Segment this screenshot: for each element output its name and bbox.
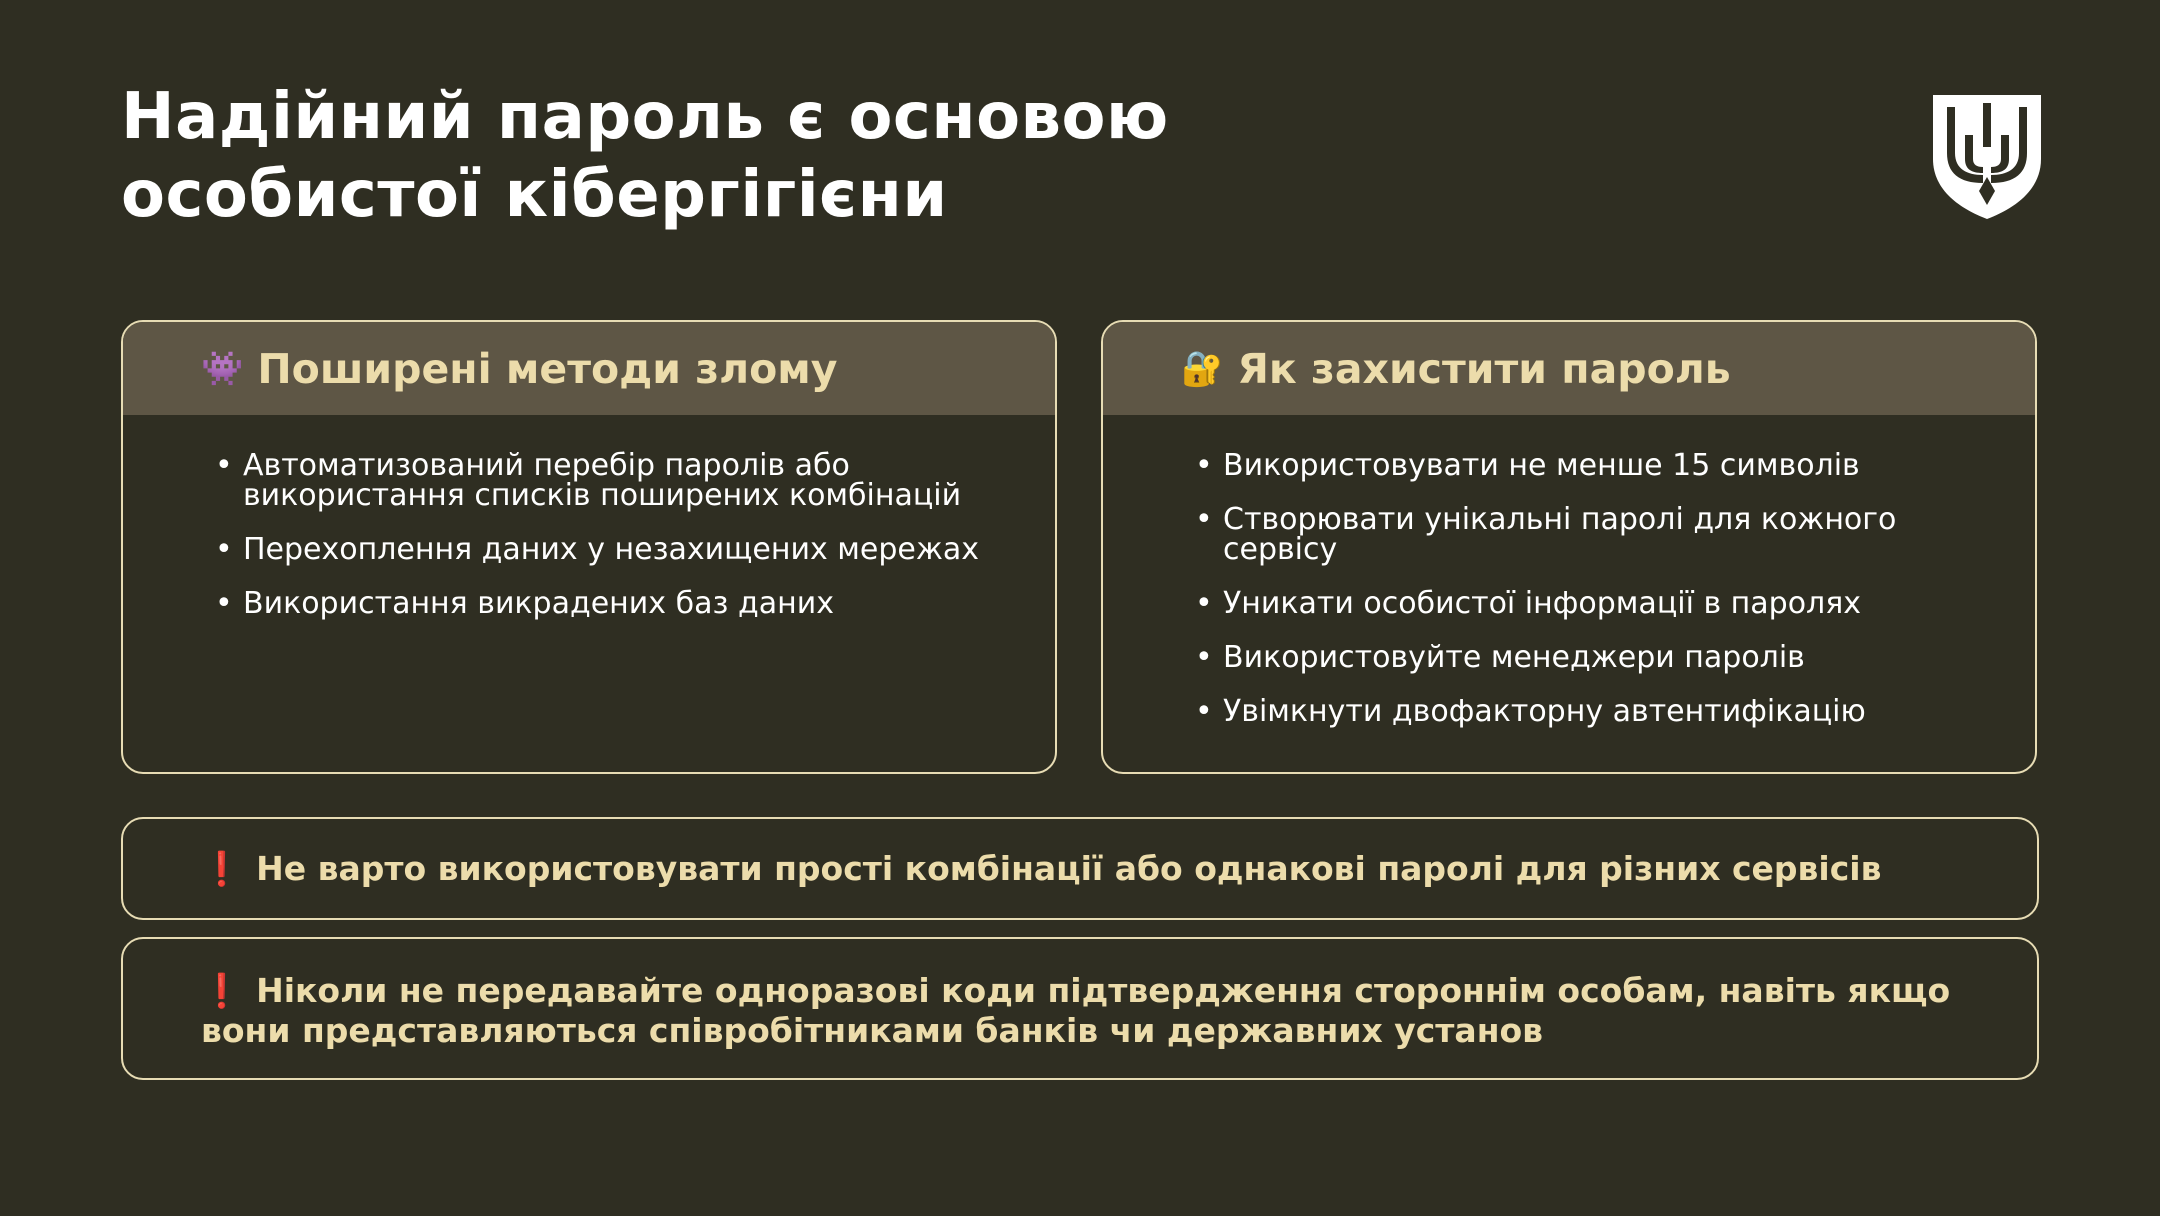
hacking-methods-list [123, 415, 1055, 619]
exclamation-icon: ❗ [201, 971, 243, 1010]
title-line-1: Надійний пароль є основою [121, 80, 1169, 154]
trident-shield-icon [1933, 95, 2041, 219]
hacking-methods-header [123, 322, 1055, 415]
warning-text-2: Ніколи не передавайте одноразові коди підтвердження стороннім особам, навіть якщо вони представляються співробітниками банків чи державних установ [201, 971, 1951, 1050]
exclamation-icon: ❗ [201, 848, 243, 888]
list-item: • Створювати унікальні паролі для кожного сервісу [1223, 505, 2035, 565]
warning-box-2 [121, 937, 2039, 1080]
password-protection-list [1103, 415, 2035, 727]
list-item: • Використовувати не менше 15 символів [1223, 451, 2035, 481]
list-item: • Використовуйте менеджери паролів [1223, 643, 2035, 673]
list-item: • Автоматизований перебір паролів або використання списків поширених комбінацій [243, 451, 1055, 511]
password-protection-card [1101, 320, 2037, 774]
lock-with-key-icon: 🔐 [1181, 348, 1224, 389]
hacking-methods-heading: Поширені методи злому [257, 344, 838, 393]
list-item: • Уникати особистої інформації в паролях [1223, 589, 2035, 619]
password-protection-header [1103, 322, 2035, 415]
list-item: • Використання викрадених баз даних [243, 589, 1055, 619]
title-line-2: особистої кібергігієни [121, 158, 948, 232]
warning-box-1 [121, 817, 2039, 920]
page-title [121, 78, 1421, 234]
warning-text-1: Не варто використовувати прості комбінації або однакові паролі для різних сервісів [256, 848, 1882, 888]
hacking-methods-card [121, 320, 1057, 774]
list-item: • Перехоплення даних у незахищених мережах [243, 535, 1055, 565]
list-item: • Увімкнути двофакторну автентифікацію [1223, 697, 2035, 727]
alien-monster-icon: 👾 [201, 348, 244, 389]
password-protection-heading: Як захистити пароль [1237, 344, 1731, 393]
